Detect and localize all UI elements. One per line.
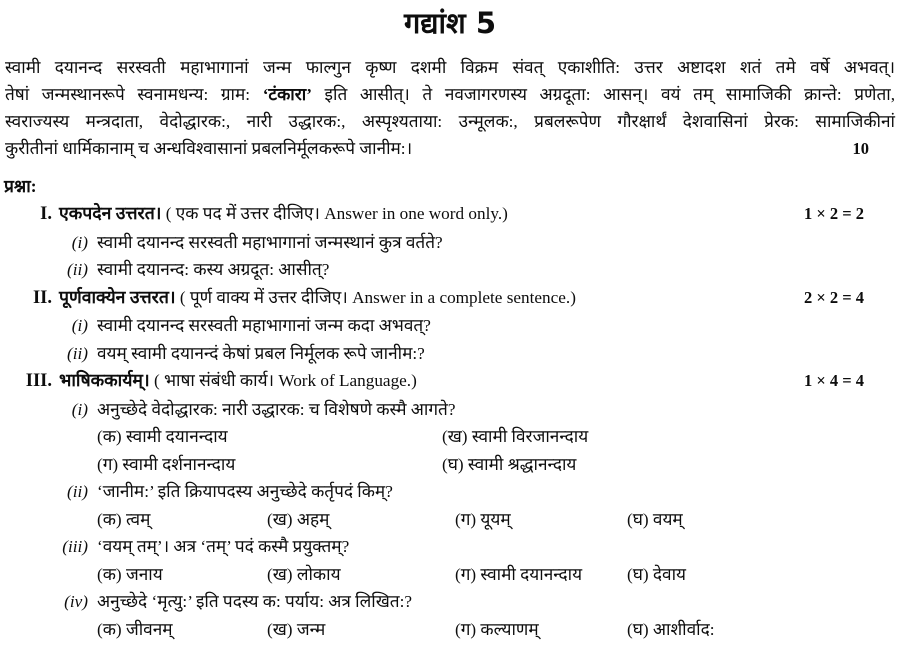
question-text: ‘जानीम:’ इति क्रियापदस्य अनुच्छेदे कर्तृपदं किम्?	[97, 482, 393, 501]
question-I-ii	[0, 256, 900, 284]
question-III-iii-options	[0, 561, 900, 589]
option-text: स्वामी दयानन्दाय	[480, 564, 583, 584]
passage-text: इति आसीत्। ते नवजागरणस्य अग्रदूता: आसन्। वयं तम् सामाजिकी क्रान्ते: प्रणेता,	[311, 85, 895, 104]
question-III-iii	[0, 533, 900, 561]
option-label: (ग)	[455, 619, 477, 639]
option-kha	[267, 506, 455, 534]
section-2-numeral: II.	[32, 287, 52, 308]
option-text: देवाय	[652, 564, 687, 584]
option-label: (क)	[97, 564, 122, 584]
section-2-title-bold: पूर्णवाक्येन उत्तरत।	[59, 286, 176, 307]
question-number: (ii)	[67, 260, 88, 279]
option-label: (ख)	[267, 509, 293, 529]
question-II-i	[0, 312, 900, 340]
question-number: (i)	[71, 232, 88, 252]
option-kha	[442, 423, 900, 451]
option-text: जन्म	[296, 619, 326, 639]
option-label: (क)	[97, 619, 122, 639]
question-III-iv-options	[0, 616, 900, 644]
option-text: यूयम्	[480, 509, 511, 529]
section-1-title-bold: एकपदेन उत्तरत।	[59, 203, 162, 223]
question-text: अनुच्छेदे ‘मृत्यु:’ इति पदस्य क: पर्याय: अत्र लिखित:?	[97, 592, 412, 611]
option-label: (घ)	[627, 619, 649, 639]
option-text: कल्याणम्	[480, 619, 539, 639]
page-title: गद्यांश 5	[403, 6, 497, 40]
option-label: (क)	[97, 427, 122, 446]
option-gha	[442, 451, 900, 479]
passage-line-3: स्वराज्यस्य मन्त्रदाता, वेदोद्धारक:, नारी उद्धारक:, अस्पृश्यताया: उन्मूलक:, प्रबलरूपेण गौरक्षार्थं देशवासिनां प्रेरक: सामाजिकीनां	[5, 112, 895, 131]
option-label: (ख)	[442, 427, 468, 446]
option-ga	[455, 616, 627, 644]
passage-bold-word: ‘टंकारा’	[262, 85, 312, 104]
option-label: (घ)	[442, 454, 464, 474]
passage-line-4	[5, 135, 895, 162]
question-number: (i)	[71, 316, 88, 335]
option-text: अहम्	[296, 509, 330, 529]
section-3-numeral: III.	[25, 371, 52, 391]
questions-heading: प्रश्ना:	[4, 176, 37, 196]
passage-text: कुरीतीनां धार्मिकानाम् च अन्धविश्वासानां प्रबलनिर्मूलकरूपे जानीम:।	[5, 139, 413, 158]
section-2-marks: 2 × 2 = 4	[803, 287, 864, 307]
option-text: स्वामी विरजानन्दाय	[471, 427, 589, 446]
question-text: वयम् स्वामी दयानन्दं केषां प्रबल निर्मूलक रूपे जानीम:?	[97, 343, 425, 363]
section-3-title-bold: भाषिककार्यम्।	[59, 370, 150, 390]
option-text: जीवनम्	[125, 619, 173, 639]
question-text: स्वामी दयानन्द सरस्वती महाभागानां जन्मस्थानं कुत्र वर्तते?	[97, 232, 443, 252]
option-label: (ख)	[267, 564, 293, 584]
section-2	[0, 284, 900, 368]
passage-marks: 10	[852, 139, 869, 158]
question-number: (ii)	[67, 343, 88, 363]
question-III-i-options	[0, 423, 900, 478]
option-kha	[267, 561, 455, 589]
section-3-marks: 1 × 4 = 4	[803, 371, 864, 390]
passage-line-2	[5, 81, 895, 108]
question-II-ii	[0, 340, 900, 368]
section-2-header	[0, 284, 900, 313]
option-gha	[627, 506, 900, 534]
passage	[0, 54, 900, 162]
section-1-numeral: I.	[40, 204, 52, 224]
question-III-ii	[0, 478, 900, 506]
question-III-iv	[0, 588, 900, 616]
option-text: लोकाय	[296, 564, 341, 584]
question-number: (iii)	[62, 537, 88, 556]
option-text: स्वामी दयानन्दाय	[125, 427, 228, 446]
option-label: (क)	[97, 509, 122, 529]
option-ka	[97, 616, 267, 644]
option-text: जनाय	[125, 564, 163, 584]
question-text: स्वामी दयानन्द: कस्य अग्रदूत: आसीत्?	[97, 260, 330, 279]
option-ga	[455, 506, 627, 534]
section-1-marks: 1 × 2 = 2	[803, 204, 864, 223]
option-ka	[97, 506, 267, 534]
option-gha	[627, 616, 900, 644]
option-text: वयम्	[652, 509, 683, 529]
passage-text: तेषां जन्मस्थानरूपे स्वनामधन्य: ग्राम:	[5, 85, 263, 104]
option-ga	[455, 561, 627, 589]
option-ga	[97, 451, 442, 479]
option-label: (घ)	[627, 564, 649, 584]
section-1-title	[59, 200, 804, 228]
section-1-header	[0, 200, 900, 229]
option-label: (ग)	[455, 509, 477, 529]
section-3-title	[59, 367, 804, 395]
section-3	[0, 367, 900, 643]
question-text: ‘वयम् तम्’। अत्र ‘तम्’ पदं कस्मै प्रयुक्तम्?	[97, 537, 350, 556]
question-I-i	[0, 229, 900, 257]
section-3-title-paren: ( भाषा संबंधी कार्य। Work of Language.)	[149, 371, 417, 390]
option-text: स्वामी श्रद्धानन्दाय	[467, 454, 577, 474]
section-3-header	[0, 367, 900, 396]
option-label: (ग)	[455, 564, 477, 584]
question-number: (ii)	[67, 482, 88, 501]
option-ka	[97, 423, 442, 451]
option-label: (ग)	[97, 454, 119, 474]
section-2-title	[59, 284, 804, 312]
option-text: स्वामी दर्शनानन्दाय	[122, 454, 236, 474]
passage-line-1: स्वामी दयानन्द सरस्वती महाभागानां जन्म फाल्गुन कृष्ण दशमी विक्रम संवत् एकाशीति: उत्तर अष्टादश शतं तमे वर्षे अभवत्।	[5, 58, 895, 77]
section-1	[0, 200, 900, 284]
option-gha	[627, 561, 900, 589]
question-III-i	[0, 396, 900, 424]
option-ka	[97, 561, 267, 589]
question-number: (iv)	[64, 592, 88, 611]
option-label: (ख)	[267, 619, 293, 639]
option-text: त्वम्	[125, 509, 151, 529]
question-number: (i)	[71, 399, 88, 419]
question-text: स्वामी दयानन्द सरस्वती महाभागानां जन्म कदा अभवत्?	[97, 316, 431, 335]
option-kha	[267, 616, 455, 644]
option-text: आशीर्वाद:	[652, 619, 715, 639]
question-III-ii-options	[0, 506, 900, 534]
section-2-title-paren: ( पूर्ण वाक्य में उत्तर दीजिए। Answer in a complete sentence.)	[175, 287, 576, 307]
option-label: (घ)	[627, 509, 649, 529]
question-text: अनुच्छेदे वेदोद्धारक: नारी उद्धारक: च विशेषणे कस्मै आगते?	[97, 399, 456, 419]
section-1-title-paren: ( एक पद में उत्तर दीजिए। Answer in one word only.)	[161, 204, 508, 223]
